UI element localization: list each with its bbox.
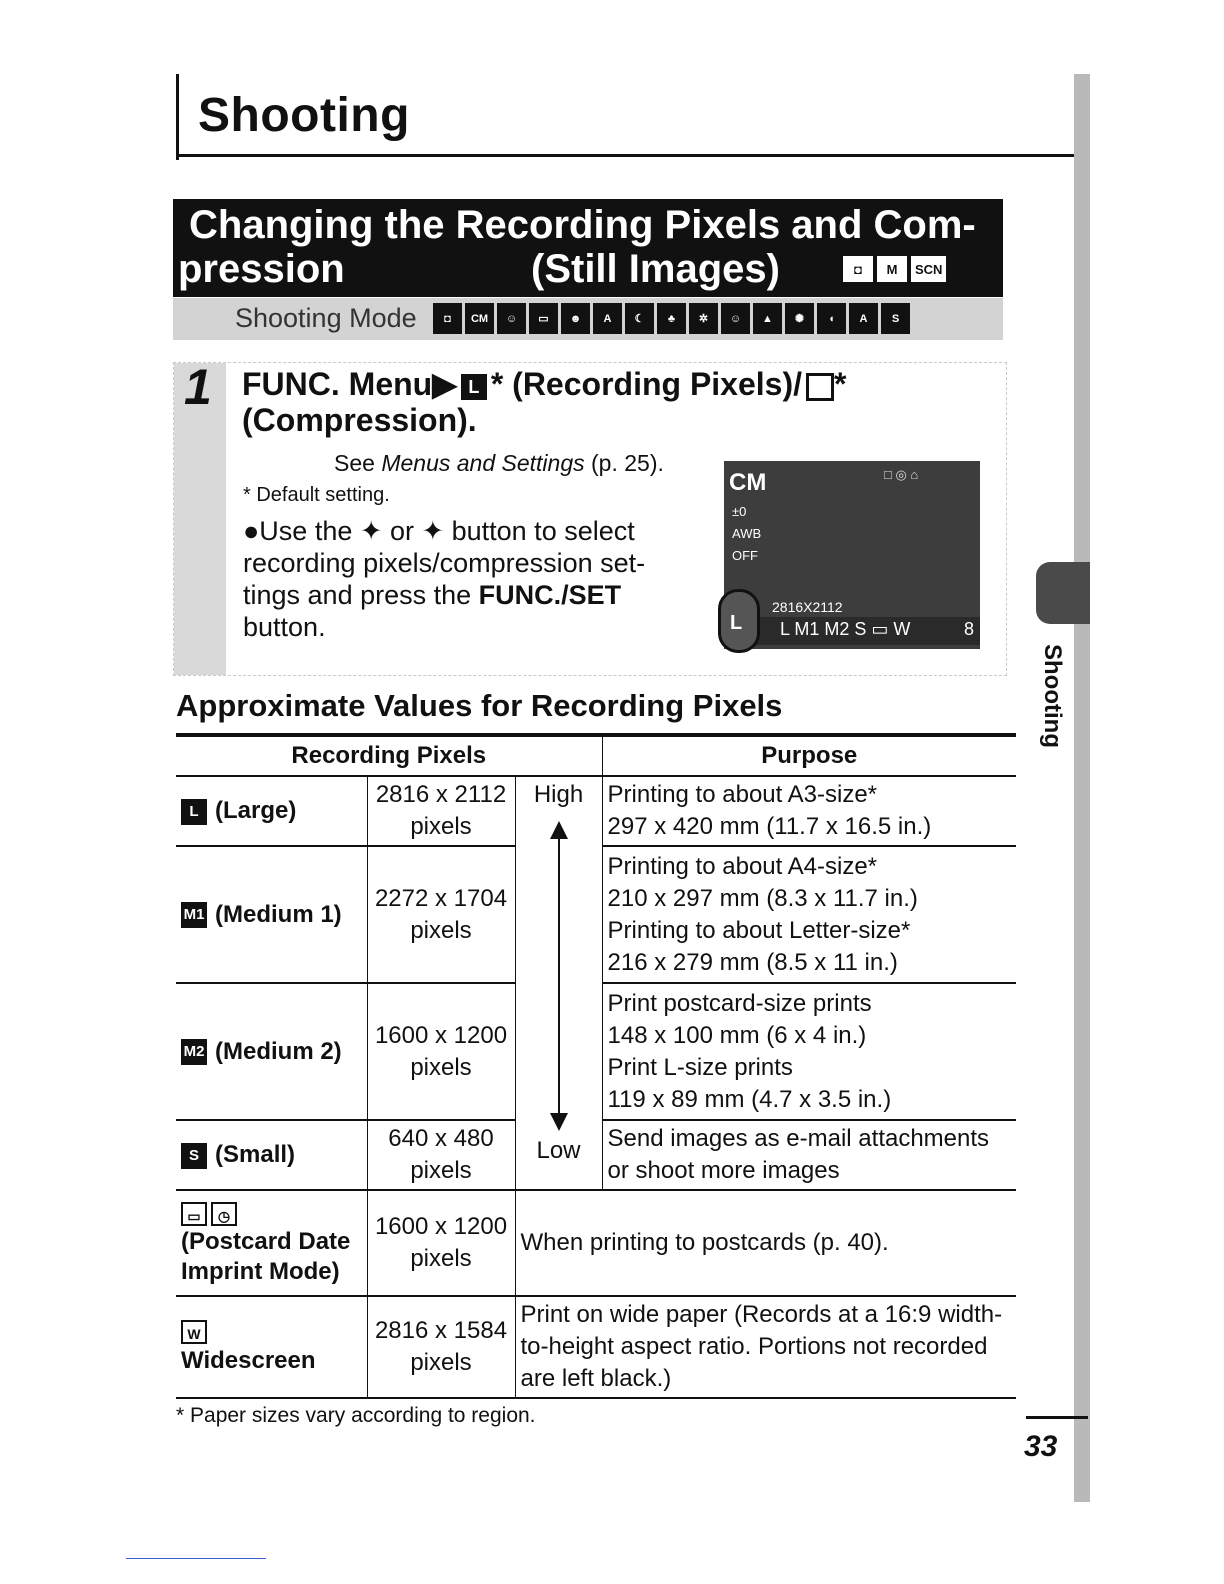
auto-scene-mode-icon: A — [593, 303, 622, 334]
shooting-mode-label: Shooting Mode — [235, 303, 417, 333]
compression-icon — [806, 373, 834, 401]
row-pixel-size: 2816 x 1584 pixels — [367, 1296, 515, 1398]
row-pixel-size: 2272 x 1704 pixels — [367, 846, 515, 983]
row-purpose: Send images as e-mail attachments or shoot more images — [602, 1120, 1016, 1190]
night-mode-icon: ☾ — [625, 303, 654, 334]
right-edge-stripe — [1074, 74, 1090, 1502]
row-pixel-size: 2816 x 2112 pixels — [367, 776, 515, 846]
section-title: Shooting — [198, 89, 410, 142]
row-purpose: Print on wide paper (Records at a 16:9 width-to-height aspect ratio. Portions not recorded are left black.) — [515, 1296, 1016, 1398]
double-arrow-icon — [548, 821, 570, 1131]
camera-side-menu: ±0 AWB OFF — [732, 504, 762, 563]
banner-title-line1: Changing the Recording Pixels and Com- — [189, 203, 976, 247]
banner-mode-icons — [843, 256, 946, 282]
camera-shot-count: 8 — [964, 619, 975, 639]
scn-icon: SCN — [911, 256, 946, 282]
row-purpose: Print postcard-size prints 148 x 100 mm (6 x 4 in.) Print L-size prints 119 x 89 mm (4.7 x 3.5 in.) — [602, 983, 1016, 1120]
row-size-name: L (Large) — [176, 776, 367, 846]
page-number-rule — [1026, 1416, 1088, 1419]
footnote: * Paper sizes vary according to region. — [176, 1404, 536, 1427]
row-pixel-size: 1600 x 1200 pixels — [367, 983, 515, 1120]
camera-selected-option: L — [718, 589, 760, 653]
camera-resolution: 2816X2112 — [772, 599, 843, 615]
camera-mode-icon: ◘ — [433, 303, 462, 334]
shooting-mode-bar — [173, 298, 1003, 340]
table-row — [176, 1190, 1016, 1296]
step-instruction: ●Use the ✦ or ✦ button to select recording pixels/compression set-tings and press the FUNC./SET button. — [243, 516, 646, 642]
banner-title-still-images: (Still Images) — [531, 247, 780, 291]
step-title: FUNC. Menu▶ L * (Recording Pixels)/ * (Compression). — [242, 366, 847, 438]
recording-pixels-table — [176, 735, 1016, 1399]
step-reference: See Menus and Settings (p. 25). — [334, 450, 664, 476]
camera-mode-indicator: CM — [729, 469, 767, 496]
small-size-icon: S — [181, 1143, 207, 1169]
camera-lcd-screen — [724, 461, 980, 649]
row-size-name: ▭ ◷ (Postcard Date Imprint Mode) — [176, 1190, 367, 1296]
cm-mode-icon: CM — [465, 303, 494, 334]
kids-mode-icon: ☺ — [721, 303, 750, 334]
face-mode-icon: ☺ — [497, 303, 526, 334]
banner-title-line2: pression — [178, 247, 345, 291]
row-size-name: M1 (Medium 1) — [176, 846, 367, 983]
quality-low-label: Low — [536, 1137, 581, 1164]
stitch-mode-icon: ▭ — [529, 303, 558, 334]
postcard-date-icon: ◷ — [211, 1202, 237, 1226]
row-purpose: Printing to about A4-size* 210 x 297 mm (8.3 x 11.7 in.) Printing to about Letter-size* 216 x 279 mm (8.5 x 11 in.) — [602, 846, 1016, 983]
header-rule-horizontal — [176, 154, 1088, 157]
heading-banner — [173, 199, 1003, 297]
page-number: 33 — [1024, 1430, 1058, 1463]
bottom-link-line — [126, 1558, 266, 1559]
side-tab-label: Shooting — [1039, 644, 1066, 748]
snow-mode-icon: ✲ — [689, 303, 718, 334]
camera-icon: ◘ — [843, 256, 873, 282]
camera-status-icons: □ ◎ ⌂ — [884, 467, 919, 482]
row-pixel-size: 1600 x 1200 pixels — [367, 1190, 515, 1296]
header-recording-pixels: Recording Pixels — [176, 736, 602, 776]
underwater-mode-icon: ◖ — [817, 303, 846, 334]
shooting-mode-icons — [433, 303, 910, 334]
beach-mode-icon: ▲ — [753, 303, 782, 334]
row-purpose: Printing to about A3-size* 297 x 420 mm (11.7 x 16.5 in.) — [602, 776, 1016, 846]
quality-scale — [515, 776, 602, 1190]
medium2-size-icon: M2 — [181, 1039, 207, 1065]
medium1-size-icon: M1 — [181, 902, 207, 928]
fireworks-mode-icon: ✺ — [785, 303, 814, 334]
color-swap-mode-icon: S — [881, 303, 910, 334]
foliage-mode-icon: ♣ — [657, 303, 686, 334]
header-purpose: Purpose — [602, 736, 1016, 776]
quality-high-label: High — [533, 781, 584, 808]
portrait-mode-icon: ☻ — [561, 303, 590, 334]
row-size-name: M2 (Medium 2) — [176, 983, 367, 1120]
side-tab-marker — [1036, 562, 1090, 624]
row-purpose: When printing to postcards (p. 40). — [515, 1190, 1016, 1296]
header-rule-vertical — [176, 74, 179, 160]
color-accent-mode-icon: A — [849, 303, 878, 334]
widescreen-icon: W — [181, 1320, 207, 1344]
row-size-name: W Widescreen — [176, 1296, 367, 1398]
postcard-icon: ▭ — [181, 1202, 207, 1226]
table-header-row — [176, 736, 1016, 776]
table-row — [176, 776, 1016, 846]
camera-size-options: L M1 M2 S ▭ W — [780, 619, 911, 639]
large-size-icon: L — [181, 799, 207, 825]
step-number: 1 — [184, 359, 212, 415]
table-title: Approximate Values for Recording Pixels — [176, 688, 783, 723]
table-row — [176, 1296, 1016, 1398]
camera-m-icon: M — [877, 256, 907, 282]
arrow-right-icon: ▶ — [432, 366, 457, 402]
default-setting-note: * Default setting. — [243, 484, 390, 506]
large-size-icon: L — [461, 374, 487, 400]
row-size-name: S (Small) — [176, 1120, 367, 1190]
row-pixel-size: 640 x 480 pixels — [367, 1120, 515, 1190]
